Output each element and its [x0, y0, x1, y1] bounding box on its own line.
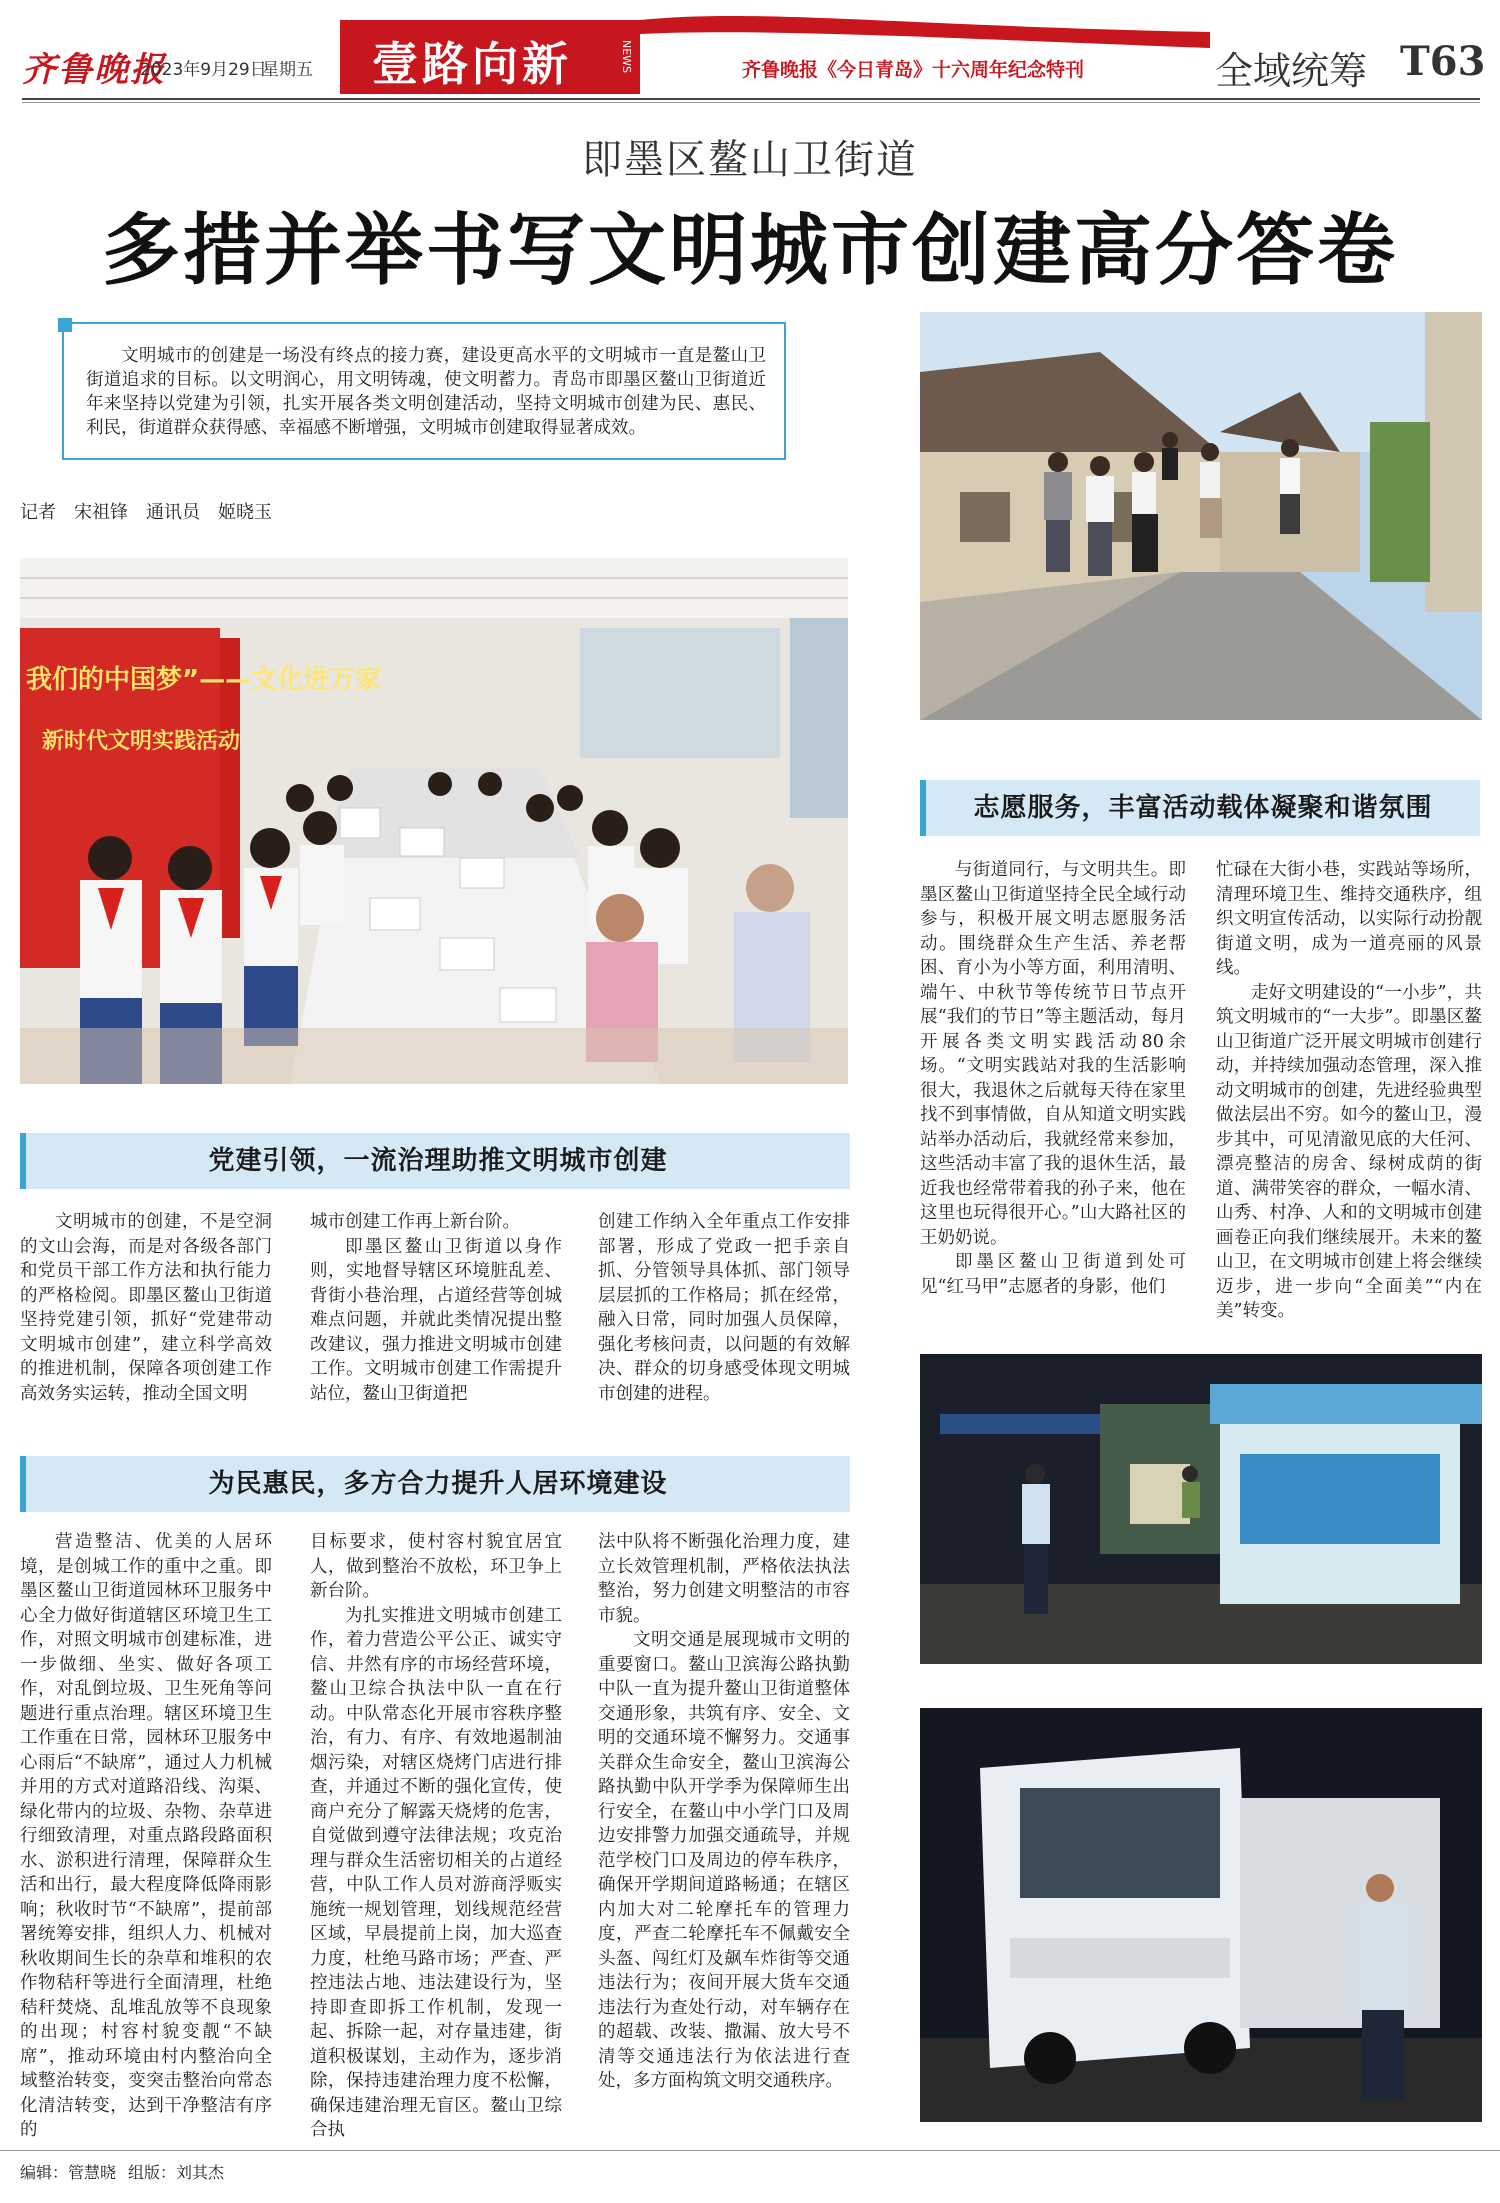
- section1-column-3: [598, 1210, 850, 1406]
- section3-column-1: [920, 858, 1186, 1299]
- paragraph: 文明交通是展现城市文明的重要窗口。鳌山卫滨海公路执勤中队一直为提升鳌山卫街道整体交通形象，共筑有序、安全、文明的交通环境不懈努力。交通事关群众生命安全，鳌山卫滨海公路执勤中队开学季为保障师生出行安全，在鳌山中小学门口及周边安排警力加强交通疏导，并规范学校门口及周边的停车秩序，确保开学期间道路畅通；在辖区内加大对二轮摩托车的管理力度，严查二轮摩托车不佩戴安全头盔、闯红灯及飙车炸街等交通违法行为；夜间开展大货车交通违法行为查处行动，对车辆存在的超载、改装、撒漏、放大号不清等交通违法行为依法进行查处，多方面构筑文明交通秩序。: [598, 1630, 850, 2091]
- lead-box-corner: [58, 318, 72, 332]
- paragraph: 走好文明建设的“一小步”，共筑文明城市的“一大步”。即墨区鳌山卫街道广泛开展文明城市创建行动，并持续加强动态管理，深入推动文明城市的创建，先进经验典型做法层出不穷。如今的鳌山卫，漫步其中，可见清澈见底的大任河、漂亮整洁的房舍、绿树成荫的街道、满带笑容的群众，一幅水清、山秀、村净、人和的文明城市创建画卷正向我们继续展开。未来的鳌山卫，在文明城市创建上将会继续迈步，进一步向“全面美”“内在美”转变。: [1216, 982, 1482, 1321]
- section2-column-3: [598, 1530, 850, 2094]
- footer-divider: [0, 2150, 1500, 2151]
- masthead-logo: 齐鲁晚报: [22, 50, 166, 90]
- footer-layout-editor: 组版：刘其杰: [128, 2163, 225, 2182]
- publication-weekday: 星期五: [262, 60, 313, 80]
- section-heading-party-building: 党建引领，一流治理助推文明城市创建: [20, 1133, 850, 1189]
- section-name: 全域统筹: [1215, 49, 1368, 93]
- lead-paragraph: 文明城市的创建是一场没有终点的接力赛，建设更高水平的文明城市一直是鳌山卫街道追求的目标。以文明润心，用文明铸魂，使文明蓄力。青岛市即墨区鳌山卫街道近年来坚持以党建为引领，扎实开展各类文明创建活动，坚持文明城市创建为民、惠民、利民，街道群众获得感、幸福感不断增强，文明城市创建取得显著成效。: [86, 346, 766, 438]
- paragraph: 为扎实推进文明城市创建工作，着力营造公平公正、诚实守信、井然有序的市场经营环境，鳌山卫综合执法中队一直在行动。中队常态化开展市容秩序整治，有力、有序、有效地遏制油烟污染，对辖区烧烤门店进行排查，并通过不断的强化宣传，使商户充分了解露天烧烤的危害，自觉做到遵守法律法规；攻克治理与群众生活密切相关的占道经营，中队工作人员对游商浮贩实施统一规划管理，划线规范经营区域，早晨提前上岗，加大巡查力度，杜绝马路市场；严查、严控违法占地、违法建设行为，坚持即查即拆工作机制，发现一起、拆除一起，对存量违建，街道积极谋划，主动作为，逐步消除，保持违建治理力度不松懈，确保违建治理无盲区。鳌山卫综合执: [310, 1605, 562, 2140]
- paragraph: 忙碌在大街小巷，实践站等场所，清理环境卫生、维持交通秩序，组织文明宣传活动，以实际行动扮靓街道文明，成为一道亮丽的风景线。: [1216, 860, 1482, 978]
- page-number: T63: [1400, 38, 1486, 85]
- footer-editor: 编辑：管慧晓: [20, 2163, 117, 2182]
- paragraph: 城市创建工作再上新台阶。: [310, 1212, 520, 1232]
- paragraph: 创建工作纳入全年重点工作安排部署，形成了党政一把手亲自抓、分管领导具体抓、部门领导层层抓的工作格局；抓在经常，融入日常，同时加强人员保障，强化考核问责，以问题的有效解决、群众的切身感受体现文明城市创建的进程。: [598, 1212, 850, 1404]
- paragraph: 文明城市的创建，不是空洞的文山会海，而是对各级各部门和党员干部工作方法和执行能力的严格检阅。即墨区鳌山卫街道坚持党建引领，抓好“党建带动文明城市创建”，建立科学高效的推进机制，保障各项创建工作高效务实运转，推动全国文明: [20, 1212, 272, 1404]
- section2-column-2: [310, 1530, 562, 2143]
- photo-night-truck-inspection: [920, 1708, 1482, 2122]
- section-heading-volunteer-service: 志愿服务，丰富活动载体凝聚和谐氛围: [920, 780, 1480, 836]
- photo-classroom-event: [20, 558, 848, 1084]
- special-issue-label: 齐鲁晚报《今日青岛》十六周年纪念特刊: [742, 59, 1085, 81]
- series-title: 壹路向新: [372, 37, 572, 91]
- paragraph: 法中队将不断强化治理力度，建立长效管理机制，严格依法执法整治，努力创建文明整洁的市容市貌。: [598, 1532, 850, 1626]
- paragraph: 营造整洁、优美的人居环境，是创城工作的重中之重。即墨区鳌山卫街道园林环卫服务中心全力做好街道辖区环境卫生工作，对照文明城市创建标准，进一步做细、坐实、做好各项工作，对乱倒垃圾、卫生死角等问题进行重点治理。辖区环境卫生工作重在日常，园林环卫服务中心雨后“不缺席”，通过人力机械并用的方式对道路沿线、沟渠、绿化带内的垃圾、杂物、杂草进行细致清理，对重点路段路面积水、淤积进行清理，保障群众生活和出行，最大程度降低降雨影响；秋收时节“不缺席”，提前部署统筹安排，组织人力、机械对秋收期间生长的杂草和堆积的农作物秸秆等进行全面清理，杜绝秸秆焚烧、乱堆乱放等不良现象的出现；村容村貌变靓“不缺席”，推动环境由村内整治向全域整治转变，变突击整治向常态化清洁转变，达到干净整洁有序的: [20, 1532, 272, 2140]
- section1-column-1: [20, 1210, 272, 1406]
- photo-banner-text-1: 我们的中国梦”——文化进万家: [26, 665, 382, 695]
- photo-banner-text-2: 新时代文明实践活动: [42, 729, 241, 754]
- series-news-tag: NEWS: [620, 40, 633, 74]
- article-kicker: 即墨区鳌山卫街道: [582, 137, 918, 183]
- section1-column-2: [310, 1210, 562, 1406]
- paragraph: 即墨区鳌山卫街道到处可见“红马甲”志愿者的身影，他们: [920, 1252, 1186, 1297]
- header-divider: [22, 98, 1480, 100]
- section3-column-2: [1216, 858, 1482, 1324]
- photo-night-kiosk: [920, 1354, 1482, 1664]
- paragraph: 与街道同行，与文明共生。即墨区鳌山卫街道坚持全民全域行动参与，积极开展文明志愿服务活动。围绕群众生产生活、养老帮困、育小为小等方面，利用清明、端午、中秋节等传统节日节点开展“我们的节日”等主题活动，每月开展各类文明实践活动80余场。“文明实践站对我的生活影响很大，我退休之后就每天待在家里找不到事情做，自从知道文明实践站举办活动后，我就经常来参加，这些活动丰富了我的退休生活，最近我也经常带着我的孙子来，他在这里也玩得很开心。”山大路社区的王奶奶说。: [920, 860, 1186, 1248]
- section-heading-living-environment: 为民惠民，多方合力提升人居环境建设: [20, 1456, 850, 1512]
- byline: 记者 宋祖锋 通讯员 姬晓玉: [20, 502, 272, 523]
- publication-date: 2023年9月29日: [140, 60, 267, 80]
- header-divider-thin: [22, 102, 1480, 103]
- paragraph: 即墨区鳌山卫街道以身作则，实地督导辖区环境脏乱差、背街小巷治理，占道经营等创城难点问题，并就此类情况提出整改建议，强力推进文明城市创建工作。文明城市创建工作需提升站位，鳌山卫街道把: [310, 1236, 562, 1404]
- paragraph: 目标要求，使村容村貌宜居宜人，做到整治不放松，环卫争上新台阶。: [310, 1532, 562, 1601]
- photo-village-street: [920, 312, 1482, 720]
- section2-column-1: [20, 1530, 272, 2143]
- article-headline: 多措并举书写文明城市创建高分答卷: [101, 205, 1398, 296]
